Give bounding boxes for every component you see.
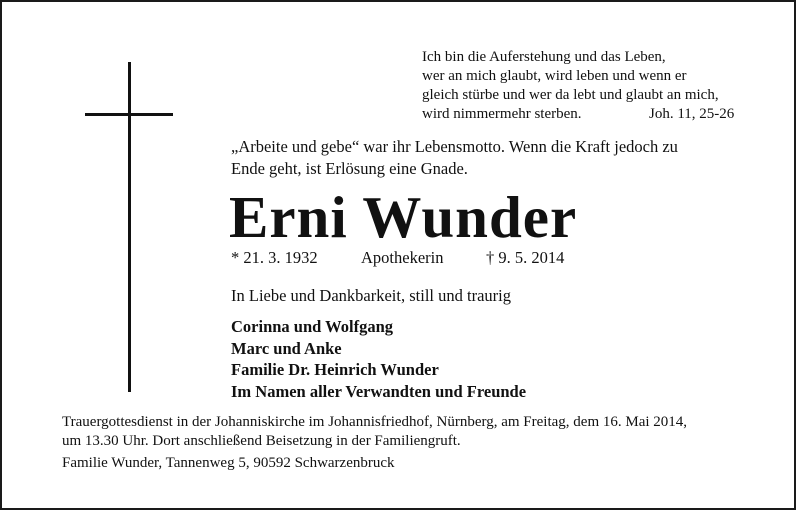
motto-line: „Arbeite und gebe“ war ihr Lebensmotto. Wenn die Kraft jedoch zu [231, 137, 678, 156]
verse-reference: Joh. 11, 25-26 [649, 106, 735, 122]
deceased-name: Erni Wunder [229, 184, 578, 250]
family-address: Familie Wunder, Tannenweg 5, 90592 Schwarzenbruck [62, 455, 395, 471]
verse-line: Ich bin die Auferstehung und das Leben, [422, 49, 666, 65]
bible-verse [422, 48, 752, 124]
death-date: † 9. 5. 2014 [486, 248, 565, 267]
mourners-list [231, 316, 526, 402]
motto-line: Ende geht, ist Erlösung eine Gnade. [231, 159, 468, 178]
cross-icon-horizontal-bar [85, 113, 173, 116]
service-line: um 13.30 Uhr. Dort anschließend Beisetzung in der Familiengruft. [62, 433, 461, 449]
verse-line: wer an mich glaubt, wird leben und wenn er [422, 68, 687, 84]
cross-icon-vertical-bar [128, 62, 131, 392]
farewell-line: In Liebe und Dankbarkeit, still und traurig [231, 286, 511, 305]
verse-line: wird nimmermehr sterben. [422, 106, 582, 122]
service-line: Trauergottesdienst in der Johanniskirche im Johannisfriedhof, Nürnberg, am Freitag, dem 16. Mai 2014, [62, 414, 688, 430]
mourner-name: Corinna und Wolfgang [231, 317, 394, 336]
mourner-name: Marc und Anke [231, 338, 342, 358]
profession: Apothekerin [361, 248, 444, 267]
life-motto [231, 136, 746, 180]
mourner-name: Familie Dr. Heinrich Wunder [231, 360, 439, 379]
mourner-name: Im Namen aller Verwandten und Freunde [231, 381, 527, 401]
birth-date: * 21. 3. 1932 [231, 248, 318, 267]
funeral-service-info [62, 413, 762, 451]
verse-line: gleich stürbe und wer da lebt und glaubt an mich, [422, 87, 719, 103]
